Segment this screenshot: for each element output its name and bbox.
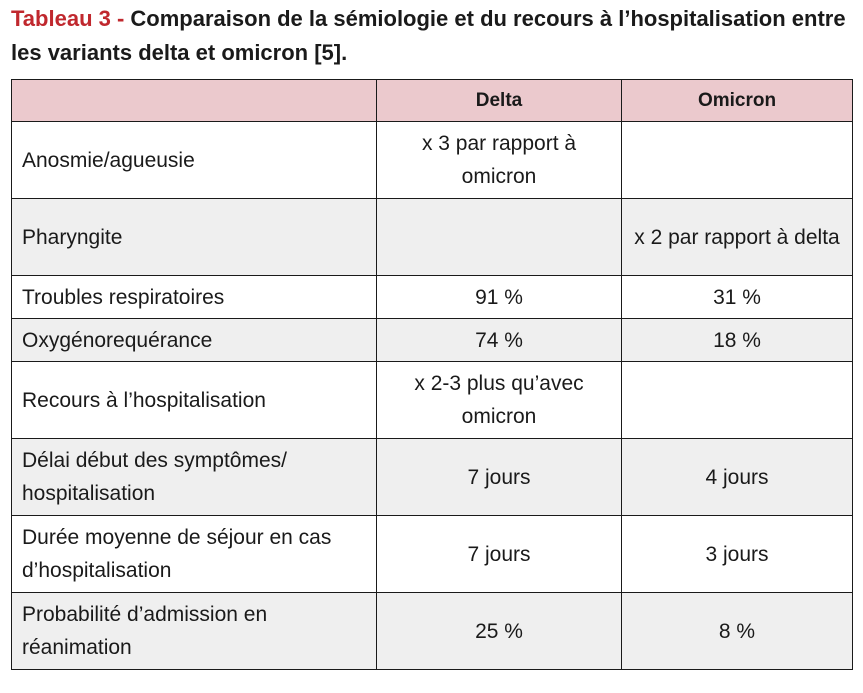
table-row — [12, 319, 853, 362]
omicron-value: 8 % — [622, 593, 853, 670]
omicron-value — [622, 362, 853, 439]
delta-value: 25 % — [377, 593, 622, 670]
delta-value: 74 % — [377, 319, 622, 362]
omicron-value: x 2 par rapport à delta — [622, 199, 853, 276]
row-label: Anosmie/agueusie — [12, 122, 377, 199]
delta-value — [377, 199, 622, 276]
omicron-value: 4 jours — [622, 439, 853, 516]
header-row — [12, 80, 853, 122]
row-label: Délai début des symptômes/ hospitalisation — [12, 439, 377, 516]
table-caption-text: Comparaison de la sémiologie et du recours à l’hospitalisation entre les variants delta et omicron [5]. — [11, 6, 846, 65]
delta-value: 91 % — [377, 276, 622, 319]
row-label: Recours à l’hospitalisation — [12, 362, 377, 439]
table-label: Tableau 3 - — [11, 6, 125, 31]
delta-value: 7 jours — [377, 516, 622, 593]
omicron-value — [622, 122, 853, 199]
table-row — [12, 199, 853, 276]
omicron-value: 18 % — [622, 319, 853, 362]
delta-value: x 3 par rapport à omicron — [377, 122, 622, 199]
row-label: Durée moyenne de séjour en cas d’hospitalisation — [12, 516, 377, 593]
table-row — [12, 122, 853, 199]
header-empty-cell — [12, 80, 377, 122]
header-delta: Delta — [377, 80, 622, 122]
row-label: Pharyngite — [12, 199, 377, 276]
comparison-table — [11, 79, 853, 670]
delta-value: 7 jours — [377, 439, 622, 516]
omicron-value: 3 jours — [622, 516, 853, 593]
table-row — [12, 362, 853, 439]
header-omicron: Omicron — [622, 80, 853, 122]
table-row — [12, 276, 853, 319]
omicron-value: 31 % — [622, 276, 853, 319]
delta-value: x 2-3 plus qu’avec omicron — [377, 362, 622, 439]
table-row — [12, 593, 853, 670]
table-caption — [11, 2, 856, 70]
table-row — [12, 516, 853, 593]
row-label: Probabilité d’admission en réanimation — [12, 593, 377, 670]
table-row — [12, 439, 853, 516]
row-label: Troubles respiratoires — [12, 276, 377, 319]
row-label: Oxygénorequérance — [12, 319, 377, 362]
